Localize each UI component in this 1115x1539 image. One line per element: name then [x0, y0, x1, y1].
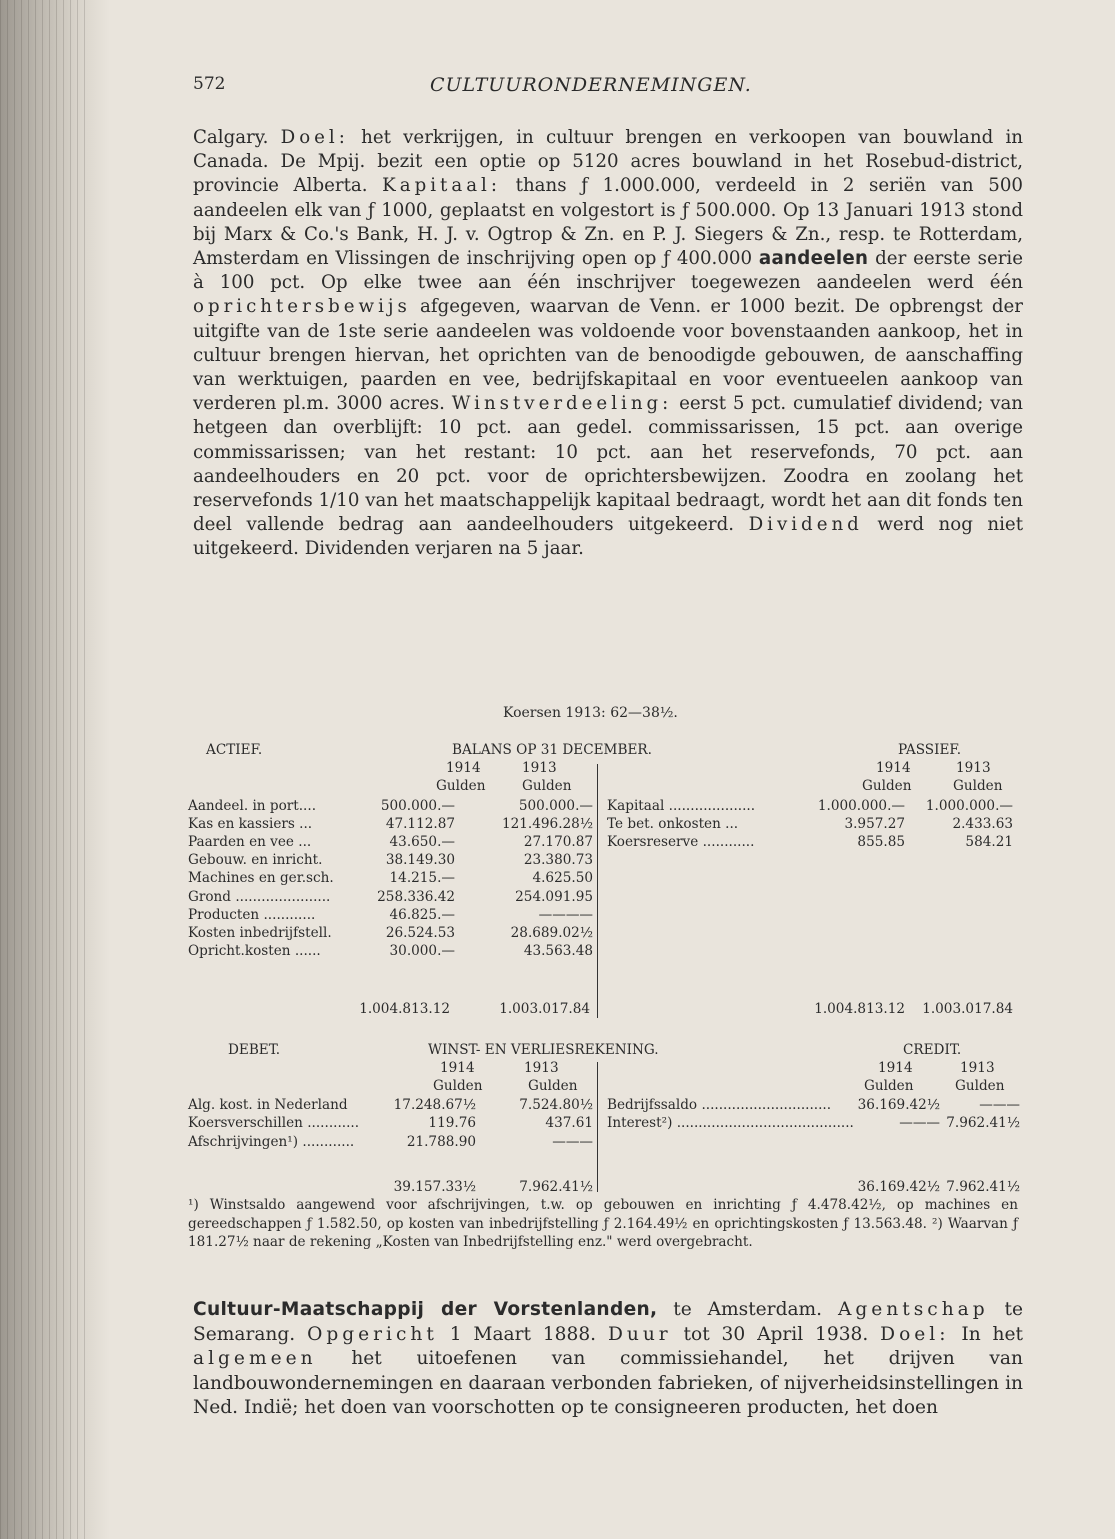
value-1914: 38.149.30 — [385, 852, 455, 869]
year-header: 1913 — [956, 760, 991, 776]
unit-header: Gulden — [955, 1078, 1005, 1094]
unit-header: Gulden — [436, 778, 486, 794]
second-entry-paragraph: Cultuur-Maatschappij der Vorstenlanden, te Amsterdam. Agentschap te Semarang. Opgericht 1 Maart 1888. Duur tot 30 April 1938. Doel: In het algemeen het uitoefenen van commissiehandel, het drijven van landbouwondernemingen en daaraan verbonden fabrieken, of nijverheidsinstellingen in Ned. Indië; het doen van voorschotten op te consigneeren producten, het doen — [193, 1299, 1024, 1419]
value-1913: 254.091.95 — [515, 888, 593, 905]
page-header — [193, 74, 1023, 104]
value-1913: 2.433.63 — [952, 816, 1013, 833]
koersen-line: Koersen 1913: 62—38½. — [503, 705, 678, 721]
unit-header: Gulden — [522, 778, 572, 794]
value-1913: 7.962.41½ — [946, 1115, 1020, 1132]
unit-header: Gulden — [862, 778, 912, 794]
row-label: Producten ............ — [188, 906, 316, 923]
value-1914: 46.825.— — [389, 906, 455, 923]
winst-title: WINST- EN VERLIESREKENING. — [428, 1042, 659, 1058]
winstverdeeling-label: Winstverdeeling: — [451, 393, 673, 415]
row-label: Kas en kassiers ... — [188, 816, 313, 833]
row-label: Bedrijfssaldo .............................. — [607, 1097, 832, 1113]
value-1914: 14.215.— — [389, 870, 455, 887]
passief-total-1914: 1.004.813.12 — [814, 1001, 905, 1017]
passief-title: PASSIEF. — [898, 742, 962, 758]
balans-title: BALANS OP 31 DECEMBER. — [452, 742, 652, 758]
credit-title: CREDIT. — [903, 1042, 962, 1058]
credit-total-1914: 36.169.42½ — [857, 1179, 940, 1195]
dividend-label: Dividend — [748, 514, 863, 536]
unit-header: Gulden — [528, 1078, 578, 1094]
value-1914: 1.000.000.— — [817, 798, 905, 814]
debet-total-1914: 39.157.33½ — [393, 1179, 476, 1195]
year-header: 1913 — [524, 1060, 559, 1076]
value-1914: 47.112.87 — [385, 816, 455, 833]
value-1913: 28.689.02½ — [510, 924, 593, 941]
page-edges — [0, 0, 90, 1539]
running-head: CULTUURONDERNEMINGEN. — [430, 74, 752, 96]
doel-label: Doel: — [880, 1323, 950, 1345]
row-label: Kapitaal .................... — [607, 798, 756, 814]
value-1913: ——— — [979, 1097, 1020, 1113]
value-1913: 4.625.50 — [532, 870, 593, 887]
year-header: 1914 — [446, 760, 481, 776]
duur-label: Duur — [607, 1323, 672, 1345]
year-header: 1913 — [960, 1060, 995, 1076]
row-label: Te bet. onkosten ... — [607, 816, 739, 833]
row-label: Opricht.kosten ...... — [188, 942, 321, 959]
company-name: Cultuur-Maatschappij der Vorstenlanden, — [193, 1299, 658, 1320]
row-label: Alg. kost. in Nederland — [188, 1097, 348, 1113]
value-1914: 119.76 — [428, 1115, 476, 1132]
kapitaal-label: Kapitaal: — [382, 175, 501, 197]
page-number: 572 — [193, 74, 226, 94]
value-1913: 27.170.87 — [523, 834, 593, 851]
value-1914: 26.524.53 — [385, 924, 455, 941]
winst-divider — [597, 1062, 598, 1192]
debet-title: DEBET. — [228, 1042, 281, 1058]
actief-total-1914: 1.004.813.12 — [359, 1001, 450, 1017]
value-1914: 30.000.— — [389, 942, 455, 959]
algemeen-label: algemeen — [193, 1348, 317, 1370]
value-1914: 43.650.— — [389, 834, 455, 851]
row-label: Gebouw. en inricht. — [188, 852, 323, 869]
aandeelen-bold: aandeelen — [758, 248, 869, 270]
year-header: 1914 — [878, 1060, 913, 1076]
unit-header: Gulden — [433, 1078, 483, 1094]
balans-divider — [597, 764, 598, 1018]
doel-label: Doel: — [280, 127, 349, 148]
intro-paragraph: Calgary. Doel: het verkrijgen, in cultuur brengen en verkoopen van bouwland in Canada. De Mpij. bezit een optie op 5120 acres bouwland in het Rosebud-district, provincie Alberta. Kapitaal: thans ƒ 1.000.000, verdeeld in 2 seriën van 500 aandeelen elk van ƒ 1000, geplaatst en volgestort is ƒ 500.000. Op 13 Januari 1913 stond bij Marx & Co.'s Bank, H. J. v. Ogtrop & Zn. en P. J. Siegers & Zn., resp. te Rotterdam, Amsterdam en Vlissingen de inschrijving open op ƒ 400.000 aandeelen der eerste serie à 100 pct. Op elke twee aan één inschrijver toegewezen aandeelen werd één oprichtersbewijs afgegeven, waarvan de Venn. er 1000 bezit. De opbrengst der uitgifte van de 1ste serie aandeelen was voldoende voor bovenstaanden aankoop, het in cultuur brengen hiervan, het oprichten van de benoodigde gebouwen, de aanschaffing van werktuigen, paarden en vee, bedrijfskapitaal en voor eventueelen aankoop van verderen pl.m. 3000 acres. Winstverdeeling: eerst 5 pct. cumulatief dividend; van hetgeen dan overblijft: 10 pct. aan gedel. commissarissen, 15 pct. aan overige commissarissen; van het restant: 10 pct. aan het reservefonds, 70 pct. aan aandeelhouders en 20 pct. voor de oprichtersbewijzen. Zoodra en zoolang het reservefonds 1/10 van het maatschappelijk kapitaal bedraagt, wordt het aan dit fonds ten deel vallende bedrag aan aandeelhouders uitgekeerd. Dividend werd nog niet uitgekeerd. Dividenden verjaren na 5 jaar. — [193, 127, 1024, 560]
row-label: Paarden en vee ... — [188, 834, 312, 851]
opgericht-label: Opgericht — [307, 1323, 438, 1345]
row-label: Interest²) ......................................... — [607, 1115, 854, 1132]
passief-total-1913: 1.003.017.84 — [922, 1001, 1013, 1017]
row-label: Aandeel. in port.... — [188, 798, 317, 814]
value-1914: 258.336.42 — [377, 888, 455, 905]
unit-header: Gulden — [864, 1078, 914, 1094]
value-1913: 23.380.73 — [523, 852, 593, 869]
value-1914: 21.788.90 — [406, 1133, 476, 1150]
footnote: ¹) Winstsaldo aangewend voor afschrijvingen, t.w. op gebouwen en inrichting ƒ 4.478.42½, op machines en gereedschappen ƒ 1.582.50, op kosten van inbedrijfstelling ƒ 2.164.49½ en oprichtingskosten ƒ 13.563.48. ²) Waarvan ƒ 181.27½ naar de rekening „Kosten van Inbedrijfstelling enz." werd overgebracht. — [188, 1197, 1018, 1250]
oprichtersbewijs-label: oprichtersbewijs — [193, 296, 411, 318]
value-1913: 7.524.80½ — [519, 1097, 593, 1113]
actief-title: ACTIEF. — [206, 742, 263, 758]
year-header: 1914 — [440, 1060, 475, 1076]
row-label: Kosten inbedrijfstell. — [188, 924, 332, 941]
row-label: Koersverschillen ............ — [188, 1115, 360, 1132]
value-1913: ———— — [538, 906, 593, 923]
value-1913: 437.61 — [545, 1115, 593, 1132]
value-1914: 36.169.42½ — [857, 1097, 940, 1113]
year-header: 1914 — [876, 760, 911, 776]
actief-total-1913: 1.003.017.84 — [499, 1001, 590, 1017]
value-1913: ——— — [552, 1133, 593, 1150]
value-1914: 855.85 — [857, 834, 905, 851]
value-1914: ——— — [899, 1115, 940, 1132]
value-1914: 500.000.— — [380, 798, 455, 814]
debet-total-1913: 7.962.41½ — [519, 1179, 593, 1195]
year-header: 1913 — [522, 760, 557, 776]
agentschap-label: Agentschap — [837, 1299, 989, 1320]
row-label: Koersreserve ............ — [607, 834, 755, 851]
unit-header: Gulden — [953, 778, 1003, 794]
value-1913: 121.496.28½ — [501, 816, 593, 833]
value-1913: 1.000.000.— — [925, 798, 1013, 814]
value-1913: 500.000.— — [518, 798, 593, 814]
row-label: Machines en ger.sch. — [188, 870, 334, 887]
value-1913: 584.21 — [965, 834, 1013, 851]
value-1913: 43.563.48 — [523, 942, 593, 959]
value-1914: 17.248.67½ — [393, 1097, 476, 1113]
value-1914: 3.957.27 — [844, 816, 905, 833]
credit-total-1913: 7.962.41½ — [946, 1179, 1020, 1195]
row-label: Afschrijvingen¹) ............ — [188, 1133, 355, 1150]
row-label: Grond ...................... — [188, 888, 331, 905]
